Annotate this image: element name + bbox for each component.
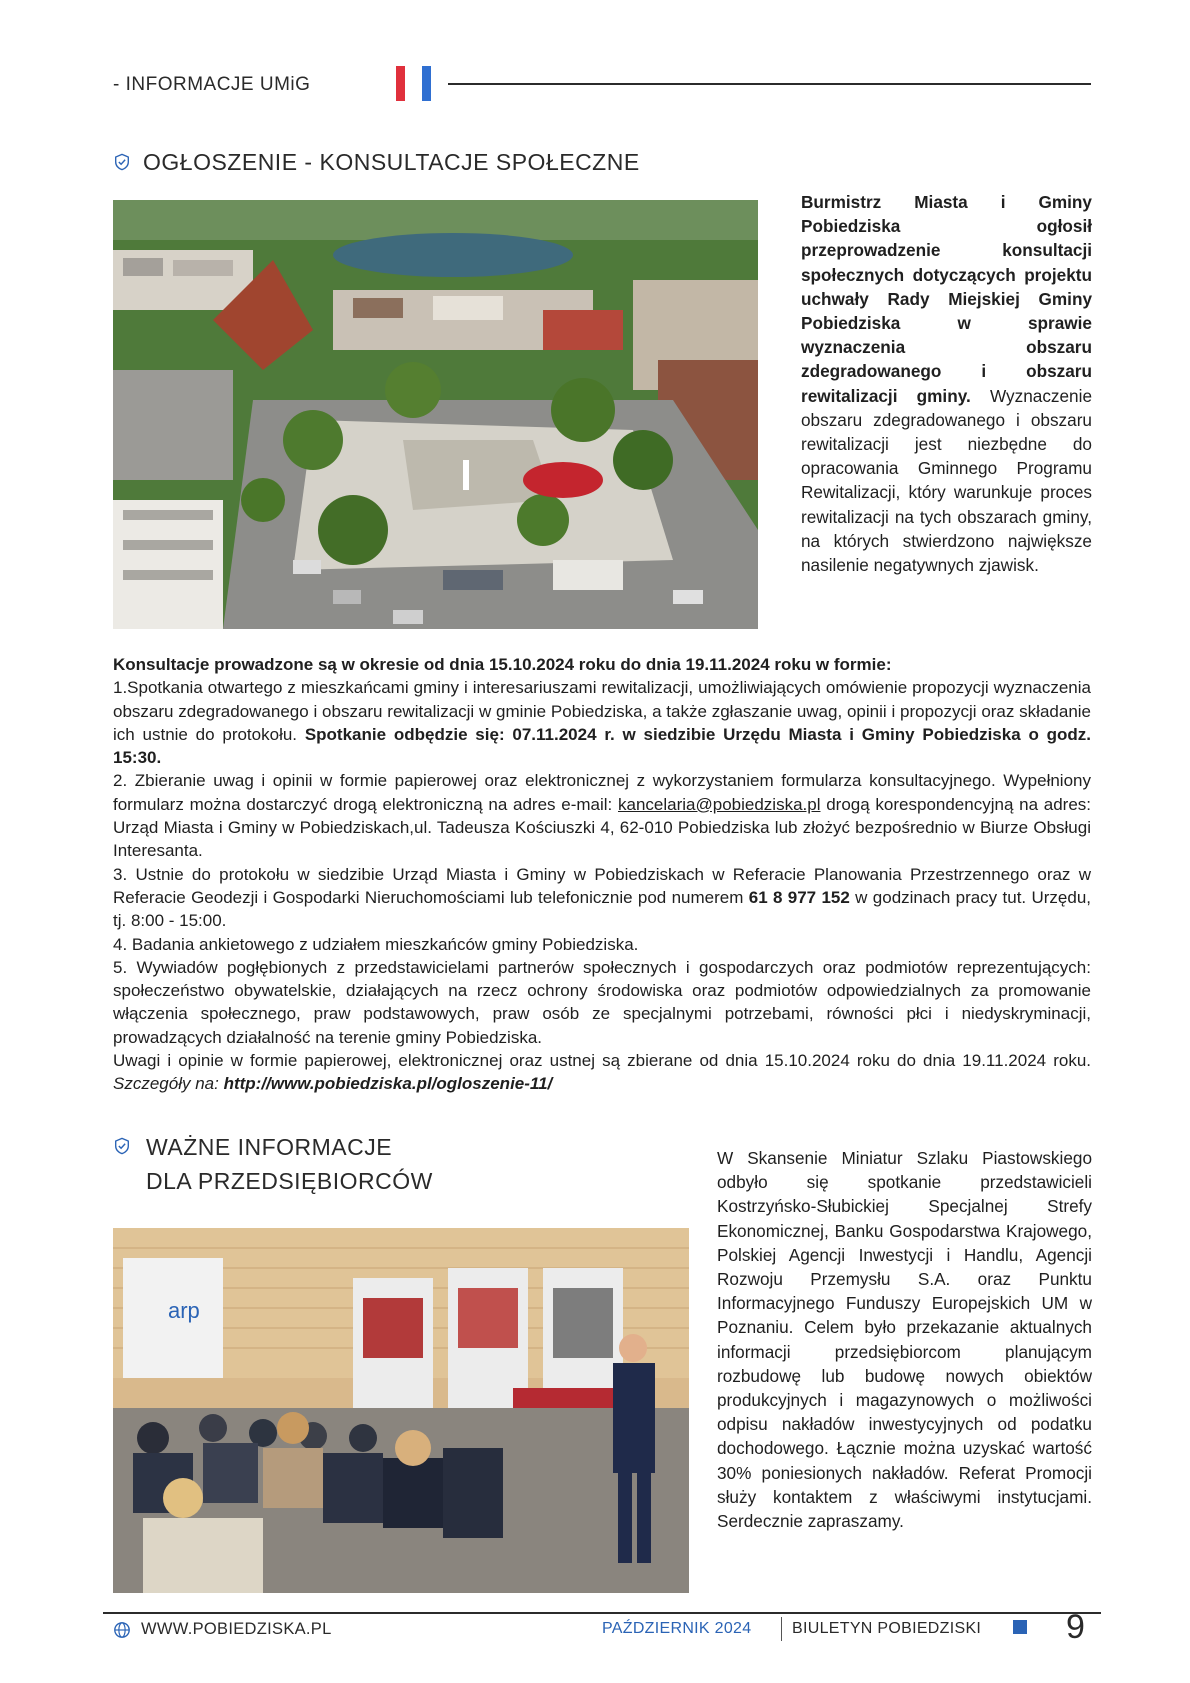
phone-number: 61 8 977 152 xyxy=(748,887,850,907)
consultations-body xyxy=(113,653,1091,1096)
footer-square-mark xyxy=(1013,1620,1027,1634)
business-info-text: W Skansenie Miniatur Szlaku Piastowskiego odbyło się spotkanie przedstawicieli Kostrzyńsko-Słubickiej Specjalnej Strefy Ekonomicznej, Banku Gospodarstwa Krajowego, Polskiej Agencji Inwestycji i Handlu, Agencji Rozwoju Przemysłu S.A. oraz Punktu Informacyjnego Funduszy Europejskich UM w Poznaniu. Celem było przekazanie aktualnych informacji przedsiębiorcom planującym rozbudowę lub budowę nowych obiektów produkcyjnych i magazynowych o możliwości odpisu nakładów inwestycyjnych od podatku dochodowego. Łącznie można uzyskać wartość 30% poniesionych nakładów. Referat Promocji służy kontaktem z właściwymi instytucjami. Serdecznie zapraszamy. xyxy=(717,1148,1092,1532)
details-link[interactable]: http://www.pobiedziska.pl/ogloszenie-11/ xyxy=(223,1074,553,1094)
section-title-business-line-2: DLA PRZEDSIĘBIORCÓW xyxy=(146,1168,433,1194)
header-rule xyxy=(448,83,1091,85)
section-title-business-line-1: WAŻNE INFORMACJE xyxy=(146,1134,393,1160)
intro-text: Wyznaczenie obszaru zdegradowanego i obszaru rewitalizacji jest niezbędne do opracowania Gminnego Programu Rewitalizacji, który warunkuje proces rewitalizacji na tych obszarach gminy, na których stwierdzono największe nasilenie negatywnych zjawisk. xyxy=(801,385,1092,576)
consultations-item-1 xyxy=(113,676,1091,769)
closing-text: Uwagi i opinie w formie papierowej, elektronicznej oraz ustnej są zbierane od dnia 15.10.2024 roku do dnia 19.11.2024 roku. xyxy=(113,1051,1091,1071)
meeting-date-text: Spotkanie odbędzie się: 07.11.2024 r. w siedzibie Urzędu Miasta i Gminy Pobiedziska o godz. 15:30. xyxy=(113,724,1091,768)
check-shield-icon xyxy=(113,1137,131,1155)
globe-icon xyxy=(113,1621,131,1639)
consultations-item-2 xyxy=(113,769,1091,862)
item-3-text: 3. Ustnie do protokołu w siedzibie Urząd Miasta i Gminy w Pobiedziskach w Referacie Planowania Przestrzennego oraz w Referacie Geodezji i Gospodarki Nieruchomościami lub telefonicznie pod numerem xyxy=(113,864,1091,907)
consultations-item-5: 5. Wywiadów pogłębionych z przedstawicielami partnerów społecznych i gospodarczych oraz podmiotów reprezentujących: społeczeństwo obywatelskie, działających na rzecz ochrony środowiska oraz podmiotów odpowiedzialnych za promowanie włączenia społecznego, praw podstawowych, praw osób ze specjalnymi potrzebami, równości płci i niedyskryminacji, prowadzących działalność na terenie gminy Pobiedziska. xyxy=(113,957,1091,1047)
email-link[interactable]: kancelaria@pobiedziska.pl xyxy=(618,794,821,814)
consultations-intro xyxy=(801,190,1092,577)
footer-separator xyxy=(781,1617,782,1641)
intro-bold-text: Burmistrz Miasta i Gminy Pobiedziska ogłosił przeprowadzenie konsultacji społecznych dotyczących projektu uchwały Rady Miejskiej Gminy Pobiedziska w sprawie wyznaczenia obszaru zdegradowanego i obszaru rewitalizacji gminy. xyxy=(801,192,1092,406)
footer-rule xyxy=(103,1612,1101,1614)
details-label: Szczegóły na: xyxy=(113,1074,219,1094)
meeting-photo xyxy=(113,1228,689,1593)
consultations-item-4: 4. Badania ankietowego z udziałem mieszkańców gminy Pobiedziska. xyxy=(113,934,639,954)
page-number: 9 xyxy=(1066,1608,1085,1646)
footer-website[interactable]: WWW.POBIEDZISKA.PL xyxy=(141,1620,332,1638)
flag-icon xyxy=(396,66,433,101)
item-2-text-cont: drogą korespondencyjną na adres: Urząd Miasta i Gminy w Pobiedziskach,ul. Tadeusza Kościuszki 4, 62-010 Pobiedziska lub złożyć bezpośrednio w Biurze Obsługi Interesanta. xyxy=(113,794,1092,861)
footer-issue-month: PAŹDZIERNIK 2024 xyxy=(602,1620,752,1637)
arp-logo-text: arp xyxy=(168,1298,200,1323)
consultations-item-3 xyxy=(113,863,1091,933)
aerial-town-photo xyxy=(113,200,758,629)
section-title-consultations: OGŁOSZENIE - KONSULTACJE SPOŁECZNE xyxy=(143,149,640,175)
footer-bulletin-name: BIULETYN POBIEDZISKI xyxy=(792,1620,982,1637)
consultations-closing xyxy=(113,1049,1091,1096)
item-1-text: 1.Spotkania otwartego z mieszkańcami gminy i interesariuszami rewitalizacji, umożliwiających omówienie propozycji wyznaczenia obszaru zdegradowanego i obszaru rewitalizacji w gminie Pobiedziska, a także zgłaszanie uwag, opinii i propozycji oraz składanie ich ustnie do protokołu. xyxy=(113,678,1091,744)
item-2-text: 2. Zbieranie uwag i opinii w formie papierowej oraz elektronicznej z wykorzystaniem formularza konsultacyjnego. Wypełniony formularz można dostarczyć drogą elektroniczną na adres e-mail: xyxy=(113,771,1091,814)
consultations-lead: Konsultacje prowadzone są w okresie od dnia 15.10.2024 roku do dnia 19.11.2024 roku w formie: xyxy=(113,655,892,674)
check-shield-icon xyxy=(113,153,131,171)
item-3-text-cont: w godzinach pracy tut. Urzędu, tj. 8:00 - 15:00. xyxy=(113,887,1091,931)
section-label: - INFORMACJE UMiG xyxy=(113,74,311,95)
